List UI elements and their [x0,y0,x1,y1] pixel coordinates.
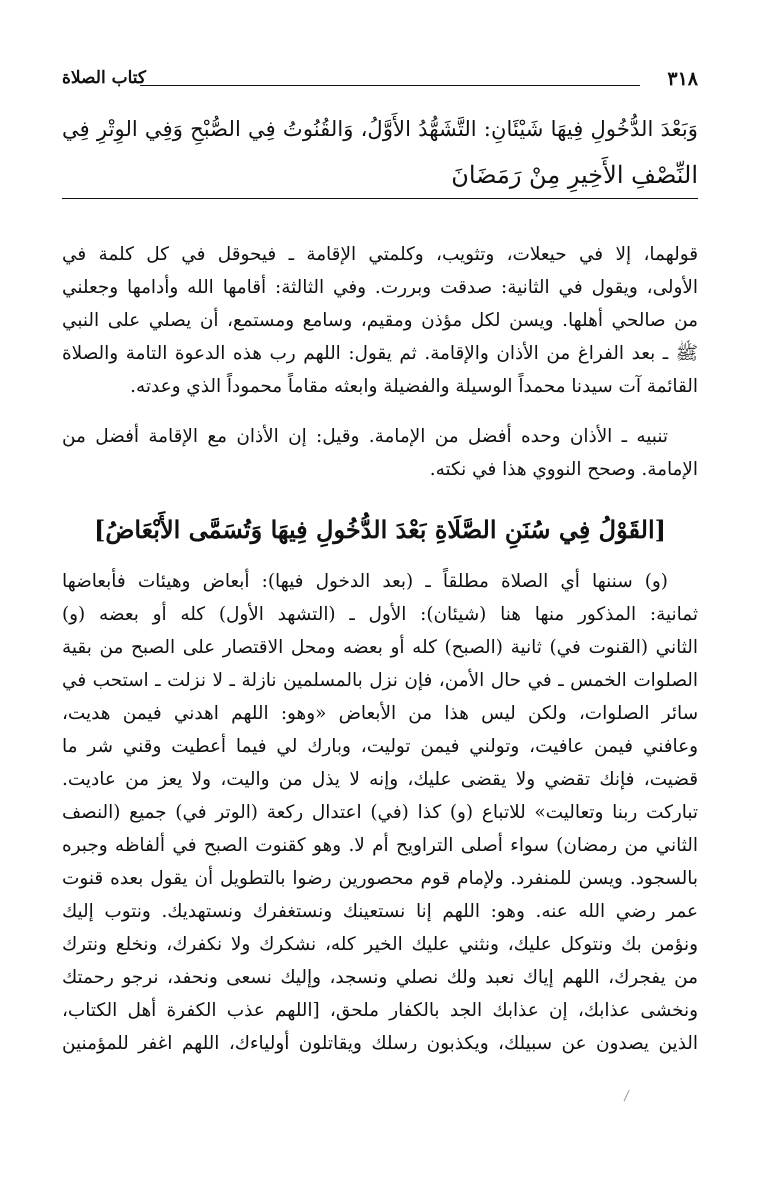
text-line: الثاني من رمضان) سواء أصلى التراويح أم لا. وهو كقنوت الصبح في ألفاظه وجبره [62,835,698,856]
text-line: ونخشى عذابك، إن عذابك الجد بالكفار ملحق، [اللهم عذب الكفرة أهل الكتاب، [62,1000,698,1021]
book-section-title: كتاب الصلاة [62,68,147,88]
text-line: بالسجود. ويسن للمنفرد. ولإمام قوم محصورين رضوا بالتطويل أن يقول بعده قنوت [62,868,698,889]
text-line: الثاني (القنوت في) ثانية (الصبح) كله أو بعضه ومحل الاقتصار على الصبح من بقية [62,637,698,658]
text-line: قضيت، فإنك تقضي ولا يقضى عليك، وإنه لا يذل من واليت، ولا يعز من عاديت. [62,769,698,790]
text-line: ﷺ ـ بعد الفراغ من الأذان والإقامة. ثم يقول: اللهم رب هذه الدعوة التامة والصلاة [62,343,698,364]
text-line: من يفجرك، اللهم إياك نعبد ولك نصلي ونسجد، وإليك نسعى ونحفد، نرجو رحمتك [62,967,698,988]
section-heading: [القَوْلُ فِي سُنَنِ الصَّلَاةِ بَعْدَ الدُّخُولِ فِيهَا وَتُسَمَّى الأَبْعَاضُ] [94,515,666,544]
commentary-paragraph-1 [62,238,698,403]
page [62,0,698,1185]
text-line: الأولى، ويقول في الثانية: صدقت وبررت. وفي الثالثة: أقامها الله وأدامها وجعلني [62,277,698,298]
commentary-paragraph-3 [62,565,698,1060]
running-head [62,68,698,96]
matn-separator-rule [62,198,698,199]
text-line: الذين يصدون عن سبيلك، ويكذبون رسلك ويقاتلون أولياءك، اللهم اغفر للمؤمنين [62,1033,698,1054]
matn-line: النِّصْفِ الأَخِيرِ مِنْ رَمَضَانَ [451,161,698,189]
text-line: من صالحي أهلها. ويسن لكل مؤذن ومقيم، وسامع ومستمع، أن يصلي على النبي [62,310,698,331]
text-line: (و) سننها أي الصلاة مطلقاً ـ (بعد الدخول فيها): أبعاض وهيئات فأبعاضها [62,571,668,592]
text-line: سائر الصلوات، ولكن ليس هذا من الأبعاض «وهو: اللهم اهدني فيمن هديت، [62,703,698,724]
commentary-paragraph-2 [62,420,698,486]
matn-line: وَبَعْدَ الدُّخُولِ فِيهَا شَيْئَانِ: التَّشَهُّدُ الأَوَّلُ، وَالقُنُوتُ فِي الصُّبْحِ وَفِي الوِتْرِ فِي [62,116,698,141]
header-rule [140,85,640,86]
matn-text [62,106,698,198]
page-number: ٣١٨ [667,68,698,90]
text-line: الإمامة. وصحح النووي هذا في نكته. [429,459,698,480]
text-line: تنبيه ـ الأذان وحده أفضل من الإمامة. وقيل: إن الأذان مع الإقامة أفضل من [62,426,668,447]
text-line: وعافني فيمن عافيت، وتولني فيمن توليت، وبارك لي فيما أعطيت وقني شر ما [62,736,698,757]
text-line: ثمانية: المذكور منها هنا (شيئان): الأول ـ (التشهد الأول) كله أو بعضه (و) [62,604,698,625]
text-line: عمر رضي الله عنه. وهو: اللهم إنا نستعينك ونستغفرك ونستهديك. ونتوب إليك [62,901,698,922]
text-line: القائمة آت سيدنا محمداً الوسيلة والفضيلة وابعثه مقاماً محموداً الذي وعدته. [130,376,698,397]
text-line: الصلوات الخمس ـ في حال الأمن، فإن نزل بالمسلمين نازلة ـ لا نزلت ـ استحب في [62,670,698,691]
text-line: تباركت ربنا وتعاليت» للاتباع (و) كذا (في) اعتدال ركعة (الوتر في) جميع (النصف [62,802,698,823]
text-line: ونؤمن بك ونتوكل عليك، ونثني عليك الخير كله، نشكرك ولا نكفرك، ونخلع ونترك [62,934,698,955]
text-line: قولهما، إلا في حيعلات، وتثويب، وكلمتي الإقامة ـ فيحوقل في كل كلمة في [62,244,698,265]
